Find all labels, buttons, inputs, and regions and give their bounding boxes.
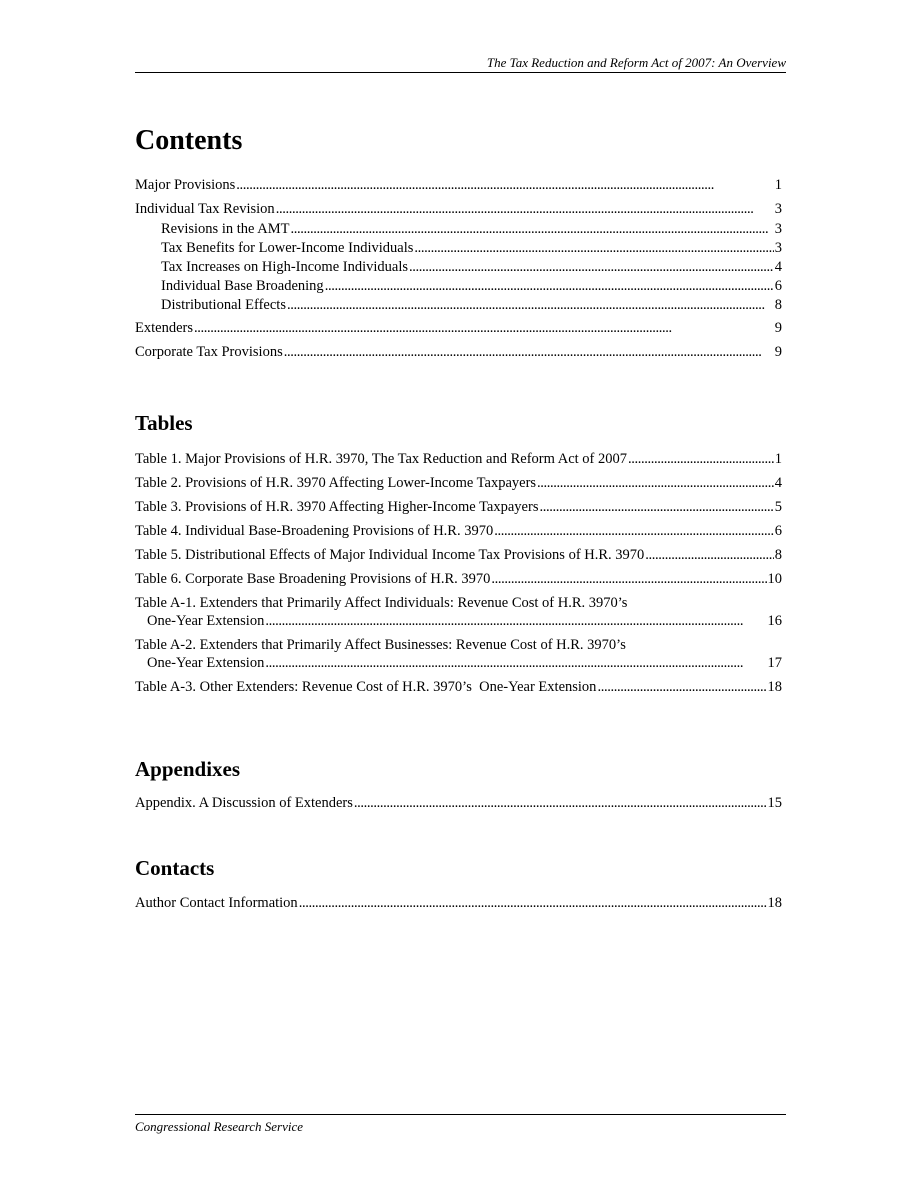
toc-entry-page: 3 (774, 221, 782, 237)
toc-entry-text: One-Year Extension (147, 613, 265, 629)
dot-leader (409, 258, 774, 276)
running-header-title: The Tax Reduction and Reform Act of 2007: An Overview (486, 55, 786, 70)
toc-entry-page: 8 (774, 297, 782, 313)
toc-entry-text: Table 2. Provisions of H.R. 3970 Affecting Lower-Income Taxpayers (135, 475, 537, 491)
toc-entry-text: Table 4. Individual Base-Broadening Provisions of H.R. 3970 (135, 523, 494, 539)
toc-entry[interactable] (135, 570, 782, 588)
toc-entry-text: Tax Increases on High-Income Individuals (161, 259, 409, 275)
toc-entry-text: One-Year Extension (147, 655, 265, 671)
dot-leader (236, 176, 773, 194)
dot-leader (537, 474, 774, 492)
dot-leader (265, 654, 766, 672)
toc-subentry[interactable] (135, 239, 782, 257)
dot-leader (645, 546, 773, 564)
toc-subentry[interactable] (135, 220, 782, 238)
toc-entry-page: 4 (774, 475, 782, 491)
toc-subentry[interactable] (135, 258, 782, 276)
toc-entry-page: 17 (767, 655, 782, 671)
contacts-list (135, 894, 782, 912)
toc-entry[interactable] (135, 678, 782, 696)
dot-leader (628, 450, 774, 468)
contents-heading: Contents (135, 125, 243, 156)
toc-entry-page: 1 (774, 451, 782, 467)
toc-entry-page: 3 (774, 240, 782, 256)
dot-leader (414, 239, 773, 257)
toc-entry-text: Table 1. Major Provisions of H.R. 3970, The Tax Reduction and Reform Act of 2007 (135, 451, 627, 467)
header-rule (135, 72, 786, 73)
dot-leader (299, 894, 767, 912)
toc-entry-page: 5 (774, 499, 782, 515)
toc-entry-text: Major Provisions (135, 177, 236, 193)
footer-rule (135, 1114, 786, 1115)
toc-entry-text: Tax Benefits for Lower-Income Individuals (161, 240, 414, 256)
toc-entry[interactable] (135, 894, 782, 912)
tables-list (135, 450, 782, 696)
toc-entry-text: Appendix. A Discussion of Extenders (135, 795, 353, 811)
toc-entry-page: 3 (774, 201, 782, 217)
toc-subentry[interactable] (135, 277, 782, 295)
dot-leader (494, 522, 774, 540)
toc-entry-page: 16 (767, 613, 782, 629)
running-footer-organization: Congressional Research Service (135, 1119, 303, 1134)
dot-leader (325, 277, 774, 295)
toc-entry[interactable] (135, 636, 782, 672)
toc-subentry[interactable] (135, 296, 782, 314)
dot-leader (287, 296, 774, 314)
dot-leader (284, 343, 774, 361)
dot-leader (491, 570, 766, 588)
toc-entry-page: 9 (774, 344, 782, 360)
dot-leader (194, 319, 774, 337)
toc-entry-page: 6 (774, 278, 782, 294)
toc-entry[interactable] (135, 546, 782, 564)
toc-entry-text: Table A-3. Other Extenders: Revenue Cost of H.R. 3970’s One-Year Extension (135, 679, 597, 695)
toc-entry-page: 18 (767, 679, 782, 695)
toc-entry[interactable] (135, 176, 782, 194)
toc-entry-page: 6 (774, 523, 782, 539)
toc-entry-page: 4 (774, 259, 782, 275)
toc-entry-page: 18 (767, 895, 782, 911)
toc-entry-text: Author Contact Information (135, 895, 298, 911)
toc-entry[interactable] (135, 343, 782, 361)
toc-entry-text: Extenders (135, 320, 193, 336)
tables-heading: Tables (135, 411, 193, 435)
appendixes-list (135, 794, 782, 812)
toc-entry-text: Individual Tax Revision (135, 201, 275, 217)
toc-entry[interactable] (135, 498, 782, 516)
toc-entry-page: 9 (774, 320, 782, 336)
toc-entry-text: Table 5. Distributional Effects of Major Individual Income Tax Provisions of H.R. 3970 (135, 547, 645, 563)
toc-entry-text: Individual Base Broadening (161, 278, 324, 294)
toc-entry-page: 1 (774, 177, 782, 193)
toc-entry[interactable] (135, 474, 782, 492)
toc-entry-page: 8 (774, 547, 782, 563)
toc-entry-text: Revisions in the AMT (161, 221, 290, 237)
dot-leader (276, 200, 774, 218)
toc-entry-text: Table 3. Provisions of H.R. 3970 Affecting Higher-Income Taxpayers (135, 499, 539, 515)
dot-leader (354, 794, 767, 812)
toc-entry[interactable] (135, 522, 782, 540)
toc-entry-text-line1: Table A-1. Extenders that Primarily Affect Individuals: Revenue Cost of H.R. 3970’s (135, 595, 628, 611)
contacts-heading: Contacts (135, 856, 215, 880)
toc-entry-text: Table 6. Corporate Base Broadening Provisions of H.R. 3970 (135, 571, 491, 587)
toc-entry[interactable] (135, 794, 782, 812)
dot-leader (265, 612, 766, 630)
toc-entry-text: Distributional Effects (161, 297, 286, 313)
contents-list (135, 176, 782, 361)
toc-entry-text: Corporate Tax Provisions (135, 344, 283, 360)
toc-entry[interactable] (135, 319, 782, 337)
toc-entry-page: 15 (767, 795, 782, 811)
toc-entry[interactable] (135, 594, 782, 630)
toc-entry[interactable] (135, 450, 782, 468)
toc-entry[interactable] (135, 200, 782, 218)
toc-entry-text-line1: Table A-2. Extenders that Primarily Affect Businesses: Revenue Cost of H.R. 3970’s (135, 637, 626, 653)
dot-leader (291, 220, 774, 238)
dot-leader (597, 678, 766, 696)
appendixes-heading: Appendixes (135, 757, 241, 781)
dot-leader (539, 498, 773, 516)
toc-entry-page: 10 (767, 571, 782, 587)
